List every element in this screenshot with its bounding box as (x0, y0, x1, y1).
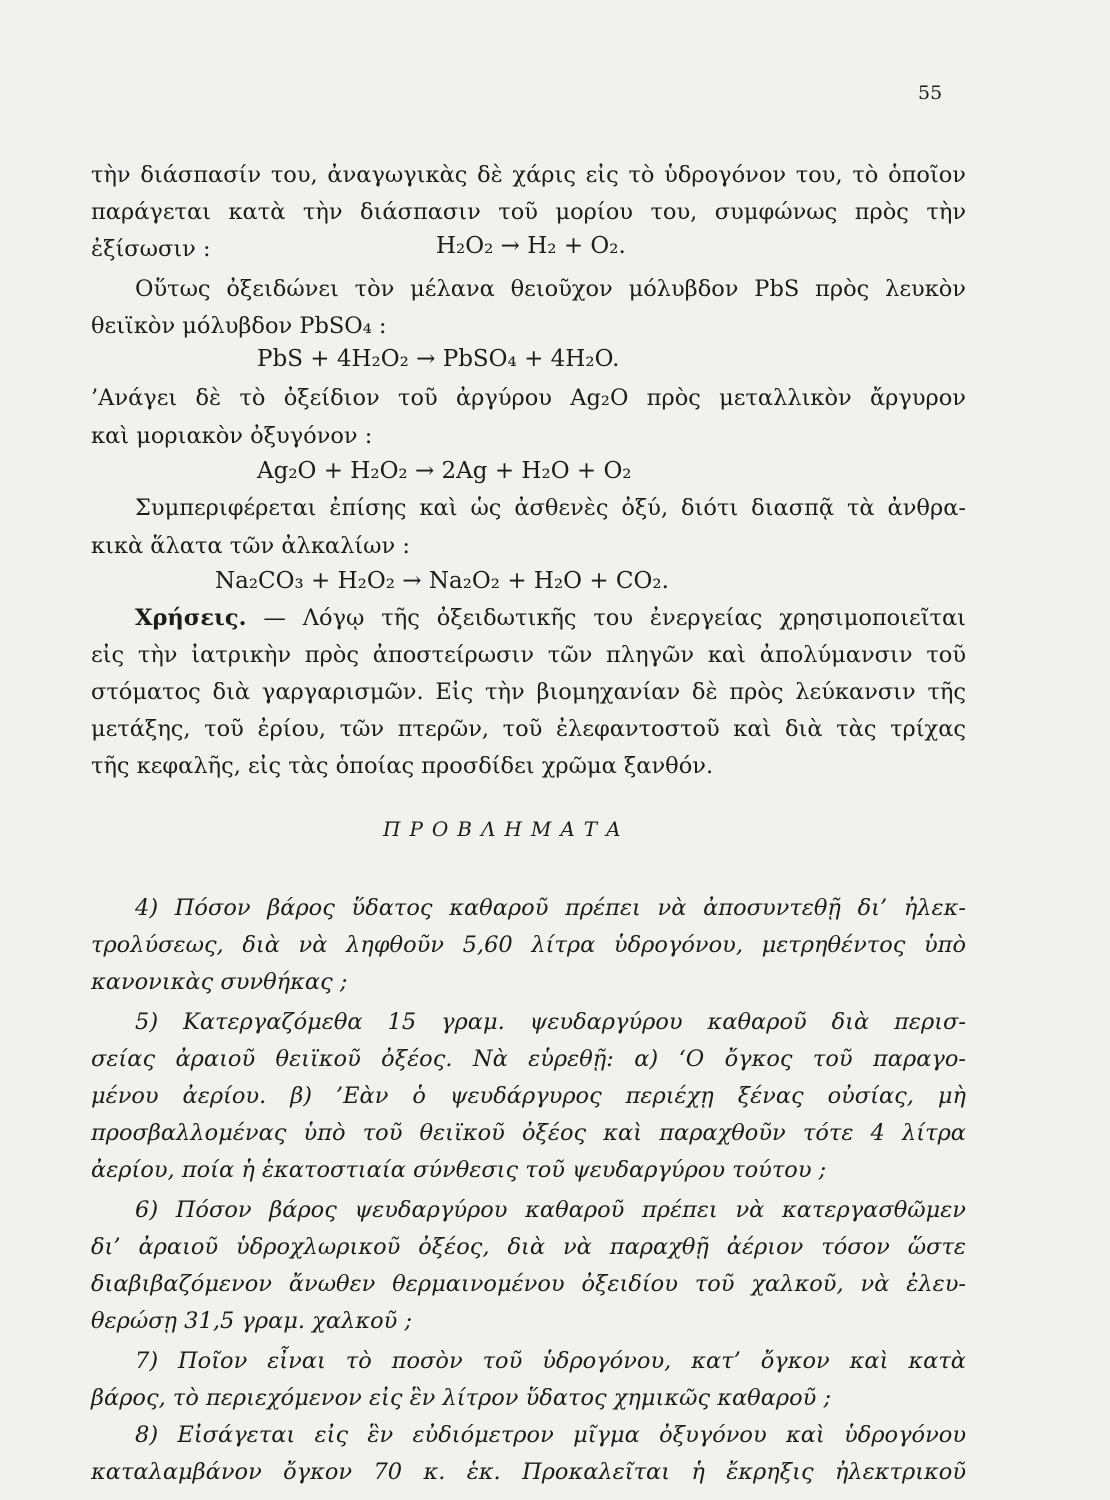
equation-2: PbS + 4H₂O₂ → PbSO₄ + 4H₂O. (257, 346, 620, 372)
body-line-9: κικὰ ἅλατα τῶν ἀλκαλίων : (91, 533, 410, 559)
body-line-10 (135, 603, 966, 633)
body-line-13: μετάξης, τοῦ ἐρίου, τῶν πτερῶν, τοῦ ἐλεφαντοστοῦ καὶ διὰ τὰς τρίχας (91, 716, 966, 742)
equation-3: Ag₂O + H₂O₂ → 2Ag + H₂O + O₂ (257, 458, 632, 484)
problem-line-6: μένου ἀερίου. β) ’Εὰν ὁ ψευδάργυρος περιέχῃ ξένας οὐσίας, μὴ (91, 1083, 966, 1109)
problems-heading: ΠΡΟΒΛΗΜΑΤΑ (383, 817, 630, 841)
body-line-11: εἰς τὴν ἰατρικὴν πρὸς ἀποστείρωσιν τῶν πληγῶν καὶ ἀπολύμανσιν τοῦ (91, 642, 966, 668)
problem-line-16: καταλαμβάνον ὄγκον 70 κ. ἑκ. Προκαλεῖται ἡ ἔκρηξις ἠλεκτρικοῦ (91, 1459, 966, 1485)
problem-line-15: 8) Εἰσάγεται εἰς ἓν εὐδιόμετρον μῖγμα ὀξυγόνου καὶ ὑδρογόνου (135, 1422, 966, 1448)
body-line-8: Συμπεριφέρεται ἐπίσης καὶ ὡς ἀσθενὲς ὀξύ, διότι διασπᾷ τὰ ἀνθρα- (135, 495, 966, 521)
body-line-12: στόματος διὰ γαργαρισμῶν. Εἰς τὴν βιομηχανίαν δὲ πρὸς λεύκανσιν τῆς (91, 679, 966, 705)
problem-line-7: προσβαλλομένας ὑπὸ τοῦ θειϊκοῦ ὀξέος καὶ παραχθοῦν τότε 4 λίτρα (91, 1120, 966, 1146)
body-line-5: θειϊκὸν μόλυβδον PbSO₄ : (91, 313, 387, 339)
body-line-3: ἐξίσωσιν : (91, 236, 211, 262)
problem-line-12: θερώσῃ 31,5 γραμ. χαλκοῦ ; (91, 1308, 413, 1334)
body-line-7: καὶ μοριακὸν ὀξυγόνον : (91, 423, 373, 449)
problem-line-10: δι’ ἀραιοῦ ὑδροχλωρικοῦ ὀξέος, διὰ νὰ παραχθῇ ἀέριον τόσον ὥστε (91, 1234, 966, 1260)
problem-line-8: ἀερίου, ποία ἡ ἑκατοστιαία σύνθεσις τοῦ ψευδαργύρου τούτου ; (91, 1157, 827, 1183)
uses-text: — Λόγῳ τῆς ὀξειδωτικῆς του ἐνεργείας χρησιμοποιεῖται (246, 605, 966, 631)
body-line-4: Οὕτως ὀξειδώνει τὸν μέλανα θειοῦχον μόλυβδον PbS πρὸς λευκὸν (135, 276, 966, 302)
problem-line-2: τρολύσεως, διὰ νὰ ληφθοῦν 5,60 λίτρα ὑδρογόνου, μετρηθέντος ὑπὸ (91, 932, 966, 958)
body-line-6: ’Ανάγει δὲ τὸ ὀξείδιον τοῦ ἀργύρου Ag₂O πρὸς μεταλλικὸν ἄργυρον (91, 385, 966, 411)
problem-line-14: βάρος, τὸ περιεχόμενον εἰς ἓν λίτρον ὕδατος χημικῶς καθαροῦ ; (91, 1385, 832, 1411)
problem-line-9: 6) Πόσον βάρος ψευδαργύρου καθαροῦ πρέπει νὰ κατεργασθῶμεν (135, 1197, 966, 1223)
page-number: 55 (918, 82, 943, 104)
equation-4: Na₂CO₃ + H₂O₂ → Na₂O₂ + H₂O + CO₂. (215, 568, 669, 594)
problem-line-13: 7) Ποῖον εἶναι τὸ ποσὸν τοῦ ὑδρογόνου, κατ’ ὄγκον καὶ κατὰ (135, 1348, 966, 1374)
problem-line-3: κανονικὰς συνθήκας ; (91, 969, 348, 995)
body-line-14: τῆς κεφαλῆς, εἰς τὰς ὁποίας προσδίδει χρῶμα ξανθόν. (91, 753, 714, 779)
problem-line-5: σείας ἀραιοῦ θειϊκοῦ ὀξέος. Νὰ εὑρεθῇ: α) ‘Ο ὄγκος τοῦ παραγο- (91, 1046, 966, 1072)
body-line-2: παράγεται κατὰ τὴν διάσπασιν τοῦ μορίου του, συμφώνως πρὸς τὴν (91, 199, 966, 225)
problem-line-1: 4) Πόσον βάρος ὕδατος καθαροῦ πρέπει νὰ ἀποσυντεθῇ δι’ ἠλεκ- (135, 895, 966, 921)
uses-label: Χρήσεις. (135, 605, 247, 631)
body-line-1: τὴν διάσπασίν του, ἀναγωγικὰς δὲ χάρις εἰς τὸ ὑδρογόνον του, τὸ ὁποῖον (91, 162, 966, 188)
problem-line-11: διαβιβαζόμενον ἄνωθεν θερμαινομένου ὀξειδίου τοῦ χαλκοῦ, νὰ ἐλευ- (91, 1271, 966, 1297)
equation-1: H₂O₂ → H₂ + O₂. (436, 233, 626, 259)
problem-line-4: 5) Κατεργαζόμεθα 15 γραμ. ψευδαργύρου καθαροῦ διὰ περισ- (135, 1009, 966, 1035)
